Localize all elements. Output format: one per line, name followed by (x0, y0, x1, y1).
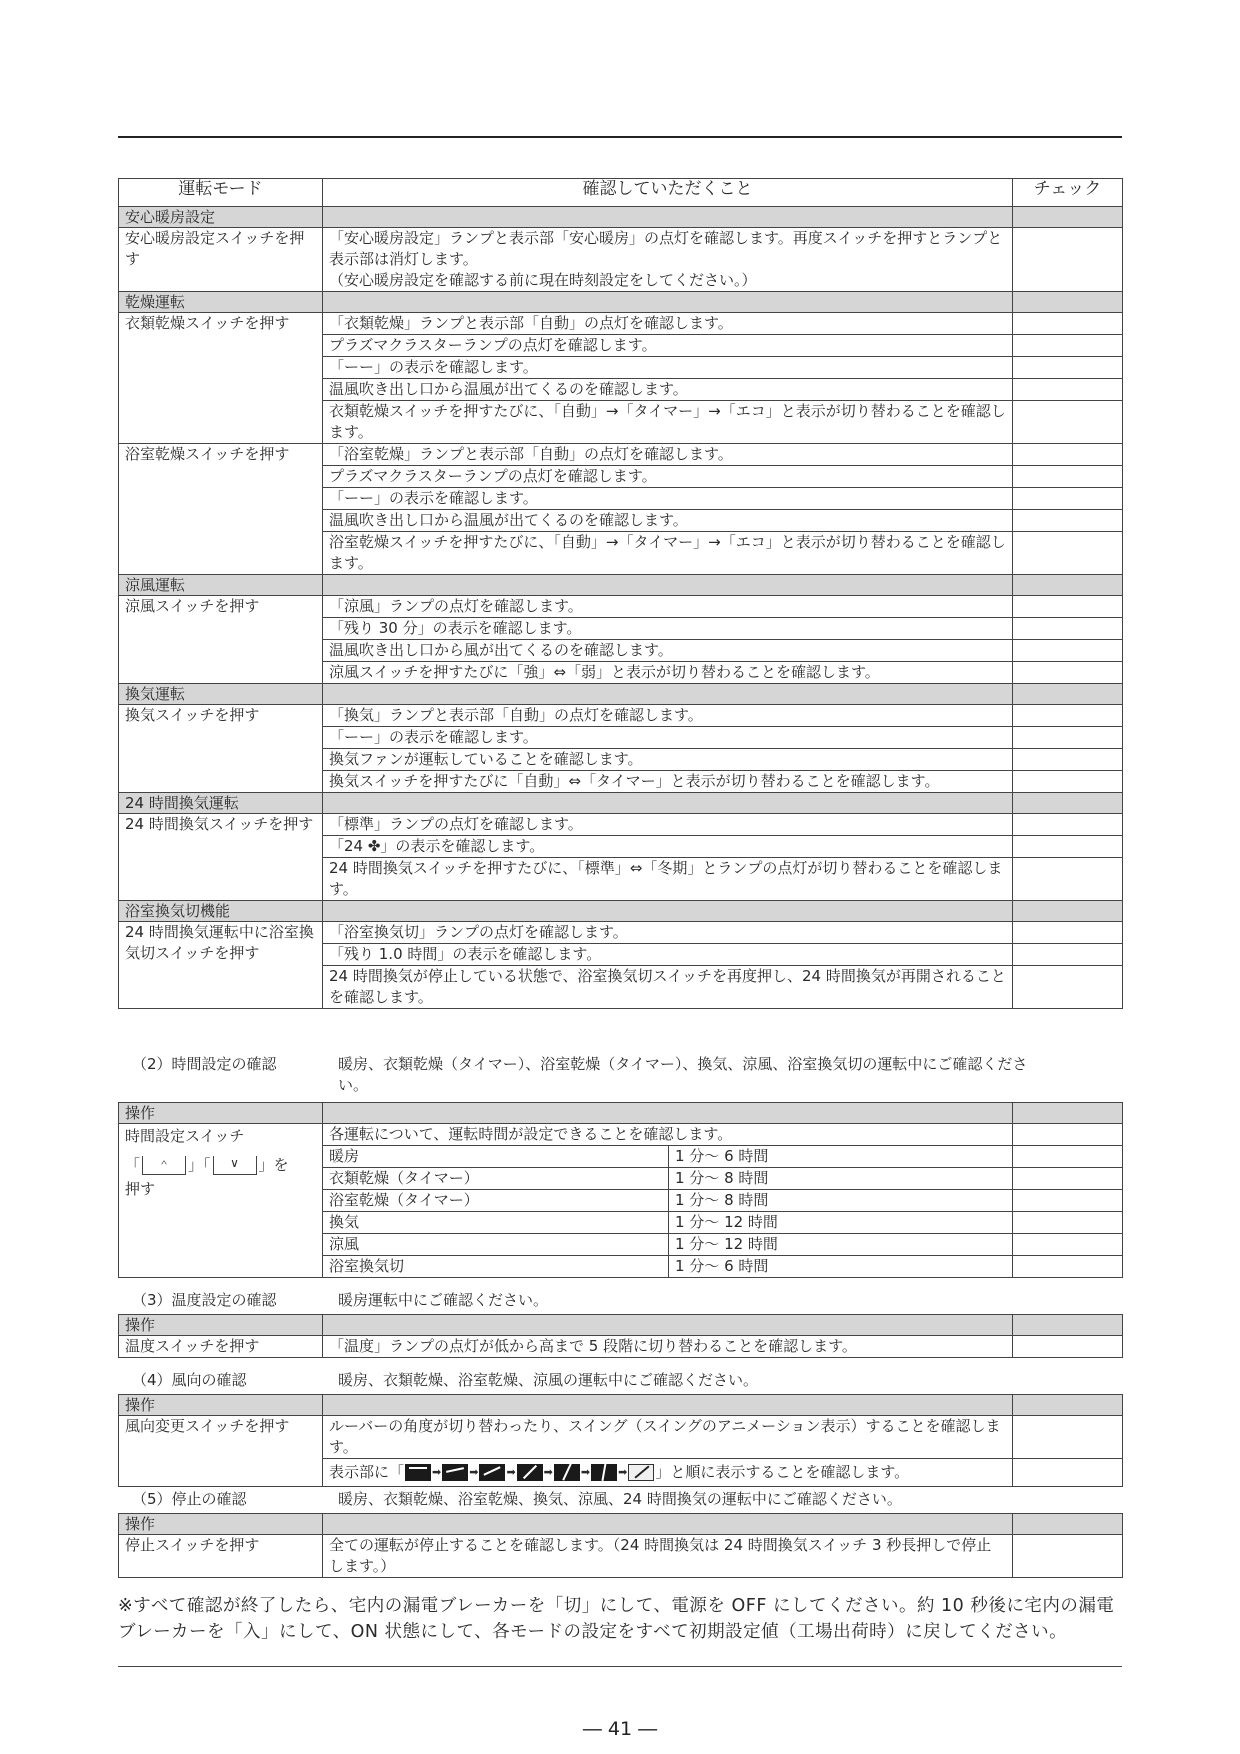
section-3-label: （3）温度設定の確認 (132, 1291, 277, 1309)
louver-position-3-icon (479, 1464, 505, 1481)
confirm-item: 「残り 30 分」の表示を確認します。 (323, 618, 1013, 640)
confirm-item: プラズマクラスターランプの点灯を確認します。 (323, 335, 1013, 357)
operation-header: 操作 (119, 1315, 323, 1336)
section-5-description: 暖房、衣類乾燥、浴室乾燥、換気、涼風、24 時間換気の運転中にご確認ください。 (338, 1490, 902, 1508)
check-box[interactable] (1013, 705, 1123, 727)
check-box[interactable] (1013, 532, 1123, 575)
louver-sequence-item (323, 1459, 1013, 1487)
louver-position-1-icon (405, 1464, 431, 1481)
louver-sequence-prefix: 表示部に「 (329, 1463, 405, 1481)
time-range: 1 分～ 12 時間 (669, 1234, 1013, 1256)
time-range: 1 分～ 6 時間 (669, 1146, 1013, 1168)
confirm-item: 温風吹き出し口から風が出てくるのを確認します。 (323, 640, 1013, 662)
louver-sequence-suffix: 」と順に表示することを確認します。 (655, 1463, 910, 1481)
check-box[interactable] (1013, 1124, 1123, 1146)
confirm-item: 温風吹き出し口から温風が出てくるのを確認します。 (323, 510, 1013, 532)
mode-kanki24-switch: 24 時間換気スイッチを押す (119, 814, 323, 901)
mode-yokushitsu-kanki-kiri-switch: 24 時間換気運転中に浴室換気切スイッチを押す (119, 922, 323, 1009)
confirm-item: 「浴室乾燥」ランプと表示部「自動」の点灯を確認します。 (323, 444, 1013, 466)
confirmation-table (118, 178, 1123, 1009)
check-box[interactable] (1013, 401, 1123, 444)
check-box[interactable] (1013, 1459, 1123, 1487)
confirm-item: 温風吹き出し口から温風が出てくるのを確認します。 (323, 379, 1013, 401)
operation-header: 操作 (119, 1395, 323, 1416)
wind-direction-table (118, 1394, 1123, 1487)
mode-kanki-switch: 換気スイッチを押す (119, 705, 323, 793)
confirm-item: 「ーー」の表示を確認します。 (323, 357, 1013, 379)
confirm-item: ルーバーの角度が切り替わったり、スイング（スイングのアニメーション表示）することを確認します。 (323, 1416, 1013, 1459)
time-setting-table (118, 1102, 1123, 1278)
stop-table (118, 1513, 1123, 1578)
louver-position-4-icon (517, 1464, 543, 1481)
down-key-icon: ∨ (213, 1156, 257, 1175)
time-range: 1 分～ 8 時間 (669, 1168, 1013, 1190)
section-3-description: 暖房運転中にご確認ください。 (338, 1291, 549, 1309)
mode-name: 換気 (323, 1212, 669, 1234)
confirm-item: 「衣類乾燥」ランプと表示部「自動」の点灯を確認します。 (323, 313, 1013, 335)
top-rule (118, 136, 1122, 138)
confirm-item: 浴室乾燥スイッチを押すたびに、「自動」→「タイマー」→「エコ」と表示が切り替わることを確認します。 (323, 532, 1013, 575)
temperature-switch-operation: 温度スイッチを押す (119, 1336, 323, 1358)
bottom-rule (118, 1666, 1122, 1667)
operation-header: 操作 (119, 1514, 323, 1535)
time-setting-operation (119, 1124, 323, 1278)
arrow-icon: ➡ (506, 1465, 516, 1479)
confirm-item: 「浴室換気切」ランプの点灯を確認します。 (323, 922, 1013, 944)
check-box[interactable] (1013, 1190, 1123, 1212)
check-box[interactable] (1013, 662, 1123, 684)
section-title-kanki24: 24 時間換気運転 (119, 793, 323, 814)
arrow-icon: ➡ (543, 1465, 553, 1479)
arrow-icon: ➡ (469, 1465, 479, 1479)
section-4-heading (118, 1370, 759, 1391)
louver-swing-icon (628, 1464, 654, 1481)
mode-name: 涼風 (323, 1234, 669, 1256)
confirm-item: 「ーー」の表示を確認します。 (323, 488, 1013, 510)
header-confirm: 確認していただくこと (323, 179, 1013, 207)
check-box[interactable] (1013, 944, 1123, 966)
stop-switch-operation: 停止スイッチを押す (119, 1535, 323, 1578)
section-title-ryoufuu: 涼風運転 (119, 575, 323, 596)
header-mode: 運転モード (119, 179, 323, 207)
confirm-item: 衣類乾燥スイッチを押すたびに、「自動」→「タイマー」→「エコ」と表示が切り替わることを確認します。 (323, 401, 1013, 444)
section-title-yokushitsu: 浴室換気切機能 (119, 901, 323, 922)
confirm-item: 24 時間換気スイッチを押すたびに、「標準」⇔「冬期」とランプの点灯が切り替わることを確認します。 (323, 858, 1013, 901)
arrow-icon: ➡ (432, 1465, 442, 1479)
mode-ryoufuu-switch: 涼風スイッチを押す (119, 596, 323, 684)
mode-irui-kansou-switch: 衣類乾燥スイッチを押す (119, 313, 323, 444)
confirm-item: 換気ファンが運転していることを確認します。 (323, 749, 1013, 771)
check-box[interactable] (1013, 618, 1123, 640)
check-box[interactable] (1013, 1234, 1123, 1256)
push-label: 押す (125, 1180, 156, 1198)
section-2-label: （2）時間設定の確認 (132, 1055, 277, 1073)
section-title-kansou: 乾燥運転 (119, 292, 323, 313)
check-box[interactable] (1013, 488, 1123, 510)
confirm-item: 涼風スイッチを押すたびに「強」⇔「弱」と表示が切り替わることを確認します。 (323, 662, 1013, 684)
quote-mid: 」「 (188, 1156, 211, 1174)
section-2-heading (118, 1054, 1028, 1094)
confirm-item: 「温度」ランプの点灯が低から高まで 5 段階に切り替わることを確認します。 (323, 1336, 1013, 1358)
section-4-description: 暖房、衣類乾燥、浴室乾燥、涼風の運転中にご確認ください。 (338, 1371, 759, 1389)
check-box[interactable] (1013, 771, 1123, 793)
check-box[interactable] (1013, 1146, 1123, 1168)
arrow-icon: ➡ (618, 1465, 628, 1479)
check-box[interactable] (1013, 922, 1123, 944)
section-5-label: （5）停止の確認 (132, 1490, 247, 1508)
check-box[interactable] (1013, 510, 1123, 532)
check-box[interactable] (1013, 1535, 1123, 1578)
quote-open: 「 (125, 1156, 141, 1174)
check-box[interactable] (1013, 596, 1123, 618)
check-box[interactable] (1013, 749, 1123, 771)
quote-close: 」を (258, 1156, 289, 1174)
mode-name: 浴室乾燥（タイマー） (323, 1190, 669, 1212)
time-range: 1 分～ 8 時間 (669, 1190, 1013, 1212)
check-box[interactable] (1013, 379, 1123, 401)
time-range: 1 分～ 12 時間 (669, 1212, 1013, 1234)
up-key-icon: ＾ (142, 1156, 186, 1175)
check-box[interactable] (1013, 966, 1123, 1009)
temperature-setting-table (118, 1314, 1123, 1358)
check-box[interactable] (1013, 1256, 1123, 1278)
confirm-item: 「ーー」の表示を確認します。 (323, 727, 1013, 749)
check-box[interactable] (1013, 466, 1123, 488)
header-check: チェック (1013, 179, 1123, 207)
wind-direction-switch-operation: 風向変更スイッチを押す (119, 1416, 323, 1487)
mode-yokushitsu-kansou-switch: 浴室乾燥スイッチを押す (119, 444, 323, 575)
check-box[interactable] (1013, 1168, 1123, 1190)
check-box[interactable] (1013, 444, 1123, 466)
check-box[interactable] (1013, 1416, 1123, 1459)
check-box[interactable] (1013, 335, 1123, 357)
section-3-heading (118, 1290, 549, 1311)
page-number: ― 41 ― (582, 1718, 658, 1740)
check-box[interactable] (1013, 640, 1123, 662)
confirm-item: 「24 ✤」の表示を確認します。 (323, 836, 1013, 858)
operation-header: 操作 (119, 1103, 323, 1124)
time-range: 1 分～ 6 時間 (669, 1256, 1013, 1278)
arrow-icon: ➡ (580, 1465, 591, 1479)
check-box[interactable] (1013, 313, 1123, 335)
time-setting-switch-label: 時間設定スイッチ (125, 1127, 245, 1145)
check-box[interactable] (1013, 858, 1123, 901)
confirm-item: 24 時間換気が停止している状態で、浴室換気切スイッチを再度押し、24 時間換気が再開されることを確認します。 (323, 966, 1013, 1009)
louver-position-5-icon (554, 1464, 580, 1481)
check-box[interactable] (1013, 836, 1123, 858)
mode-name: 衣類乾燥（タイマー） (323, 1168, 669, 1190)
footnote: ※すべて確認が終了したら、宅内の漏電ブレーカーを「切」にして、電源を OFF にしてください。約 10 秒後に宅内の漏電ブレーカーを「入」にして、ON 状態にして、各モードの設定をすべて初期設定値（工場出荷時）に戻してください。 (118, 1596, 1115, 1642)
mode-anshin-switch: 安心暖房設定スイッチを押す (119, 228, 323, 292)
up-down-keys (125, 1151, 316, 1179)
check-box[interactable] (1013, 228, 1123, 292)
confirm-item: 「涼風」ランプの点灯を確認します。 (323, 596, 1013, 618)
confirm-item: プラズマクラスターランプの点灯を確認します。 (323, 466, 1013, 488)
section-title-anshin: 安心暖房設定 (119, 207, 323, 228)
confirm-item: 「残り 1.0 時間」の表示を確認します。 (323, 944, 1013, 966)
check-box[interactable] (1013, 727, 1123, 749)
section-4-label: （4）風向の確認 (132, 1371, 247, 1389)
check-box[interactable] (1013, 1336, 1123, 1358)
mode-name: 浴室換気切 (323, 1256, 669, 1278)
confirm-item: 「安心暖房設定」ランプと表示部「安心暖房」の点灯を確認します。再度スイッチを押すとランプと表示部は消灯します。 （安心暖房設定を確認する前に現在時刻設定をしてください。） (323, 228, 1013, 292)
check-box[interactable] (1013, 357, 1123, 379)
confirm-item: 換気スイッチを押すたびに「自動」⇔「タイマー」と表示が切り替わることを確認します。 (323, 771, 1013, 793)
confirm-item: 全ての運転が停止することを確認します。（24 時間換気は 24 時間換気スイッチ 3 秒長押しで停止します。） (323, 1535, 1013, 1578)
check-box[interactable] (1013, 814, 1123, 836)
confirm-item: 「換気」ランプと表示部「自動」の点灯を確認します。 (323, 705, 1013, 727)
mode-name: 暖房 (323, 1146, 669, 1168)
section-title-kanki: 換気運転 (119, 684, 323, 705)
confirm-item: 「標準」ランプの点灯を確認します。 (323, 814, 1013, 836)
section-2-description: 暖房、衣類乾燥（タイマー）、浴室乾燥（タイマー）、換気、涼風、浴室換気切の運転中にご確認ください。 (338, 1055, 1028, 1094)
louver-position-6-icon (591, 1464, 617, 1481)
check-box[interactable] (1013, 1212, 1123, 1234)
louver-position-2-icon (442, 1464, 468, 1481)
time-setting-intro: 各運転について、運転時間が設定できることを確認します。 (323, 1124, 1013, 1146)
section-5-heading (118, 1489, 902, 1510)
